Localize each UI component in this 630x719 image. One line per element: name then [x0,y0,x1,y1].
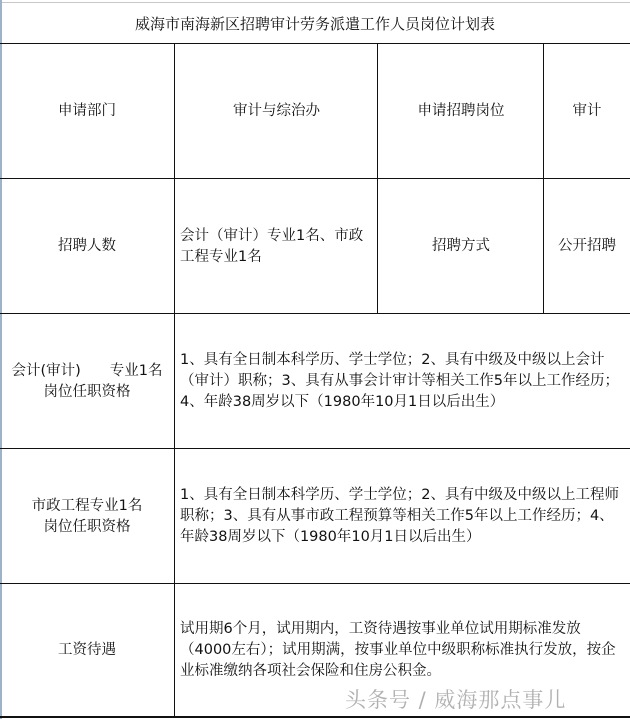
value-department: 审计与综治办 [174,43,378,179]
label-department: 申请部门 [0,43,174,179]
label-salary: 工资待遇 [0,583,174,717]
watermark: 头条号 / 威海那点事儿 [345,688,567,712]
label-engineering-qualification: 市政工程专业1名 岗位任职资格 [0,448,174,584]
label-position: 申请招聘岗位 [377,43,544,179]
value-salary: 试用期6个月，试用期内，工资待遇按事业单位试用期标准发放（4000左右）；试用期满，按事业单位中级职称标准执行发放，按企业标准缴纳各项社会保险和住房公积金。 [174,583,630,717]
bottom-border [0,716,630,718]
value-position: 审计 [543,43,630,179]
value-headcount: 会计（审计）专业1名、市政工程专业1名 [174,178,378,314]
table-title: 威海市南海新区招聘审计劳务派遣工作人员岗位计划表 [134,14,495,33]
label-accounting-qualification: 会计(审计) 专业1名岗位任职资格 [0,313,174,449]
label-headcount: 招聘人数 [0,178,174,314]
label-method: 招聘方式 [377,178,544,314]
value-method: 公开招聘 [543,178,630,314]
value-engineering-qualification: 1、具有全日制本科学历、学士学位；2、具有中级及中级以上工程师职称；3、具有从事市政工程预算等相关工作5年以上工作经历；4、年龄38周岁以下（1980年10月1日以后出生） [174,448,630,584]
value-accounting-qualification: 1、具有全日制本科学历、学士学位；2、具有中级及中级以上会计（审计）职称；3、具有从事会计审计等相关工作5年以上工作经历；4、年龄38周岁以下（1980年10月1日以后出生） [174,313,630,449]
